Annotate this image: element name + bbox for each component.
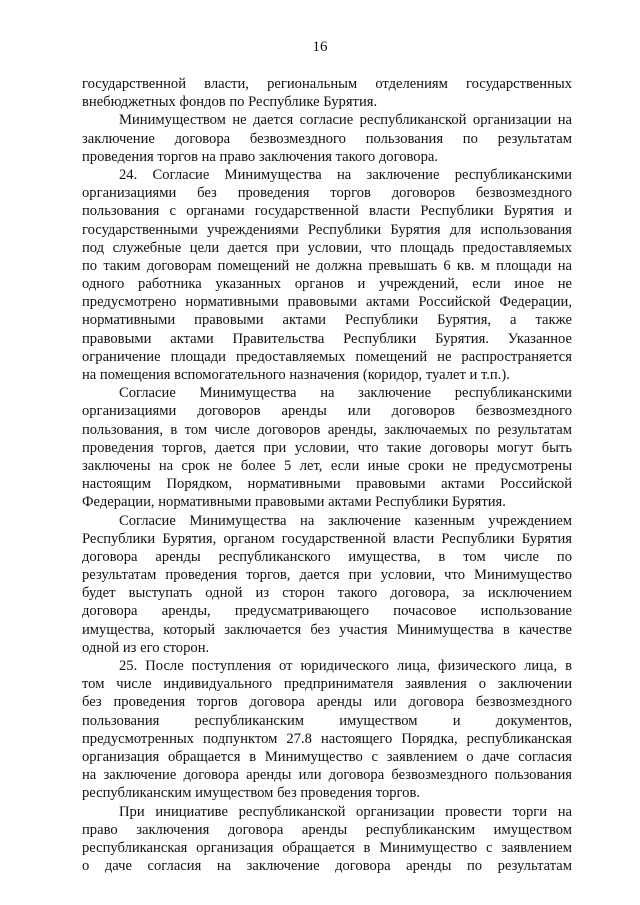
body-text xyxy=(82,75,572,875)
text-line: Согласие Минимущества на заключение казенным учреждением xyxy=(119,512,572,529)
text-line: результатам проведения торгов, дается при условии, что Минимущество xyxy=(82,567,572,584)
text-line: внебюджетных фондов по Республике Бурятия. xyxy=(82,94,378,111)
text-line: правовыми актами Правительства Республики Бурятия. Указанное xyxy=(82,330,572,347)
text-line: нормативными правовыми актами Республики Бурятия, а также xyxy=(82,312,572,329)
text-line: на помещения вспомогательного назначения (коридор, туалет и т.п.). xyxy=(82,367,510,383)
text-line: предусмотрено нормативными правовыми актами Российской Федерации, xyxy=(82,294,572,311)
text-line: Согласие Минимущества на заключение республиканскими xyxy=(119,385,572,402)
text-line: республиканским имуществом без проведения торгов. xyxy=(82,785,420,802)
text-line: пользования с органами государственной власти Республики Бурятия и xyxy=(82,203,572,220)
text-line: Федерации, нормативными правовыми актами Республики Бурятия. xyxy=(82,494,506,511)
text-line: 24. Согласие Минимущества на заключение республиканскими xyxy=(119,166,572,183)
text-line: о даче согласия на заключение договора аренды по результатам xyxy=(82,858,572,875)
text-line: ограничение площади предоставляемых помещений не распространяется xyxy=(82,348,572,365)
text-line: имущества, который заключается без участия Минимущества в качестве xyxy=(82,621,572,638)
text-line: проведения торгов, дается при условии, что такие договоры могут быть xyxy=(82,439,572,456)
text-line: заключение договора безвозмездного пользования по результатам xyxy=(82,130,572,147)
text-line: договора аренды республиканского имущества, в том числе по xyxy=(82,548,572,565)
text-line: по таким договорам помещений не должна превышать 6 кв. м площади на xyxy=(82,257,572,274)
text-line: на заключение договора аренды или договора безвозмездного пользования xyxy=(82,767,572,784)
text-line: При инициативе республиканской организации провести торги на xyxy=(119,803,572,820)
page-number: 16 xyxy=(312,39,328,55)
text-line: организациями без проведения торгов договоров безвозмездного xyxy=(82,185,572,202)
text-line: одной из его сторон. xyxy=(82,639,210,656)
text-line: государственной власти, региональным отделениям государственных xyxy=(82,76,572,92)
text-line: республиканская организация обращается в Минимущество с заявлением xyxy=(82,839,572,856)
text-line: будет выступать одной из сторон такого договора, за исключением xyxy=(82,585,572,602)
text-line: Республики Бурятия, органом государственной власти Республики Бурятия xyxy=(82,530,572,547)
text-line: под служебные цели дается при условии, что площадь предоставляемых xyxy=(82,239,572,256)
text-line: проведения торгов на право заключения такого договора. xyxy=(82,148,439,165)
text-line: настоящим Порядком, нормативными правовыми актами Российской xyxy=(82,476,572,493)
text-line: право заключения договора аренды республиканским имуществом xyxy=(82,821,572,838)
text-line: заключены на срок не более 5 лет, если иные сроки не предусмотрены xyxy=(82,457,572,474)
text-line: договора аренды, предусматривающего почасовое использование xyxy=(82,603,572,620)
text-line: Минимуществом не дается согласие республиканской организации на xyxy=(119,112,572,129)
text-line: пользования, в том числе договоров аренды, заключаемых по результатам xyxy=(82,421,572,438)
text-line: организациями договоров аренды или договоров безвозмездного xyxy=(82,403,572,420)
text-line: пользования республиканским имуществом и документов, xyxy=(82,712,572,729)
text-line: без проведения торгов договора аренды или договора безвозмездного xyxy=(82,694,572,711)
text-line: организация обращается в Минимущество с заявлением о даче согласия xyxy=(82,748,572,765)
text-line: государственными учреждениями Республики Бурятия для использования xyxy=(82,221,572,238)
text-line: предусмотренных подпунктом 27.8 настоящего Порядка, республиканская xyxy=(82,730,572,747)
text-line: одного работника указанных органов и учреждений, если иное не xyxy=(82,276,572,293)
text-line: 25. После поступления от юридического лица, физического лица, в xyxy=(119,658,572,674)
text-line: том числе индивидуального предпринимателя заявления о заключении xyxy=(82,676,572,693)
